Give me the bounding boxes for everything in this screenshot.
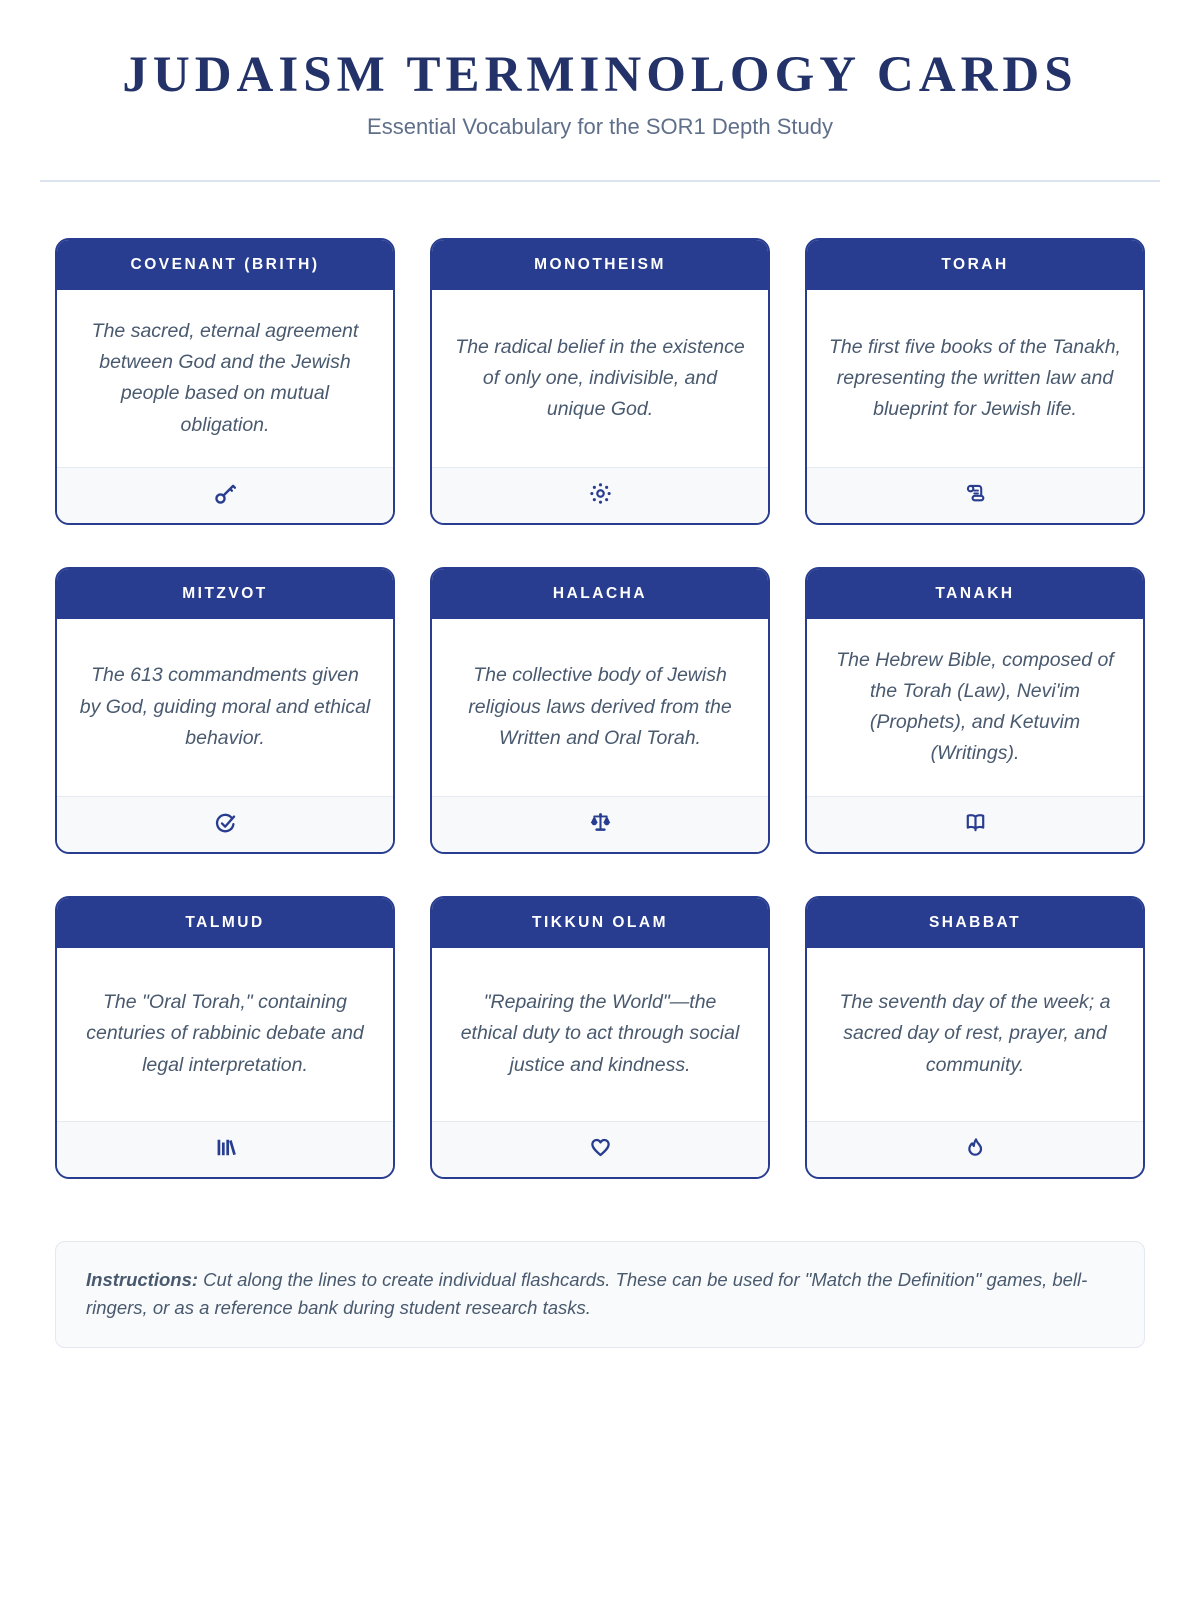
sun-icon (588, 481, 613, 506)
flashcard (55, 238, 395, 525)
card-term: TIKKUN OLAM (432, 898, 768, 948)
card-definition: The radical belief in the existence of only one, indivisible, and unique God. (455, 335, 745, 420)
card-grid (55, 238, 1145, 1179)
card-definition: The sacred, eternal agreement between God and the Jewish people based on mutual obligation. (91, 320, 359, 436)
flashcard (55, 567, 395, 854)
flashcard (430, 567, 770, 854)
flashcard (805, 567, 1145, 854)
flashcard (805, 238, 1145, 525)
card-definition: The first five books of the Tanakh, representing the written law and blueprint for Jewish life. (829, 335, 1121, 420)
card-term: TALMUD (57, 898, 393, 948)
card-term: TORAH (807, 240, 1143, 290)
page-subtitle: Essential Vocabulary for the SOR1 Depth Study (367, 114, 833, 139)
flashcard (55, 896, 395, 1179)
card-definition: The seventh day of the week; a sacred day of rest, prayer, and community. (839, 991, 1111, 1076)
instructions-text: Cut along the lines to create individual flashcards. These can be used for "Match the Definition" games, bell-ringers, or as a reference bank during student research tasks. (86, 1268, 1088, 1319)
scroll-icon (963, 481, 988, 506)
card-term: COVENANT (BRITH) (57, 240, 393, 290)
open-book-icon (963, 810, 988, 835)
card-term: HALACHA (432, 569, 768, 619)
flame-icon (963, 1135, 988, 1160)
flashcard (430, 896, 770, 1179)
card-term: MITZVOT (57, 569, 393, 619)
card-term: MONOTHEISM (432, 240, 768, 290)
check-circle-icon (213, 810, 238, 835)
flashcard (805, 896, 1145, 1179)
heart-icon (588, 1135, 613, 1160)
card-definition: The collective body of Jewish religious laws derived from the Written and Oral Torah. (468, 664, 732, 749)
instructions-label: Instructions: (86, 1268, 199, 1290)
flashcard (430, 238, 770, 525)
card-term: TANAKH (807, 569, 1143, 619)
card-definition: The 613 commandments given by God, guiding moral and ethical behavior. (79, 664, 371, 749)
header-divider (40, 180, 1160, 182)
key-icon (213, 481, 238, 506)
card-definition: The Hebrew Bible, composed of the Torah (Law), Nevi'im (Prophets), and Ketuvim (Writings). (836, 648, 1114, 765)
card-term: SHABBAT (807, 898, 1143, 948)
card-definition: "Repairing the World"—the ethical duty to act through social justice and kindness. (460, 991, 740, 1076)
instructions-box (55, 1241, 1145, 1348)
scales-icon (588, 810, 613, 835)
page-title: JUDAISM TERMINOLOGY CARDS (122, 47, 1078, 103)
card-definition: The "Oral Torah," containing centuries of rabbinic debate and legal interpretation. (86, 991, 364, 1076)
books-icon (213, 1135, 238, 1160)
